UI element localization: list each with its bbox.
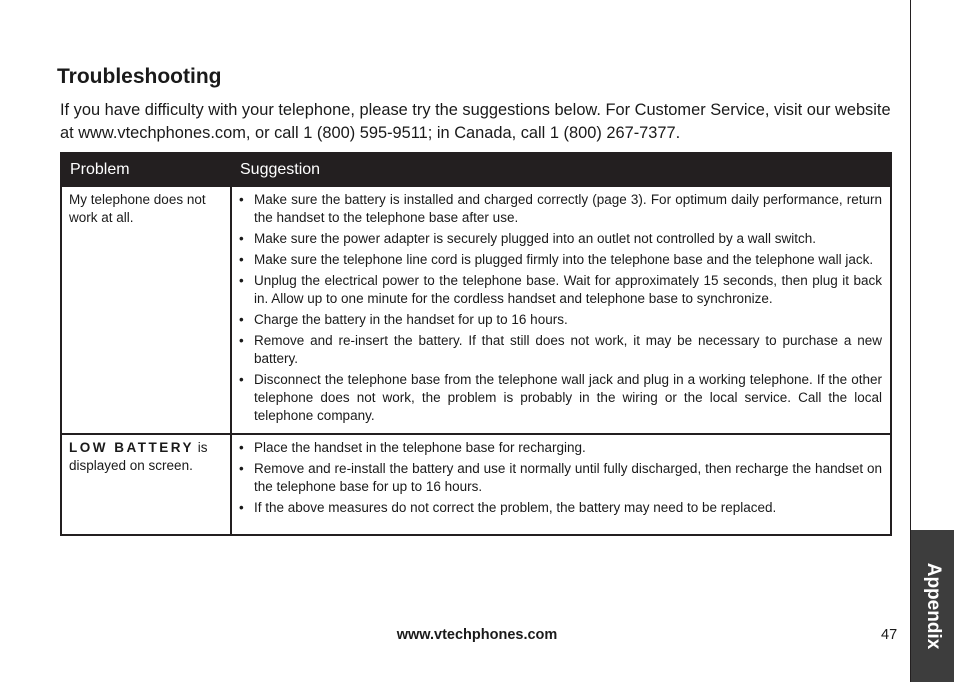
bullet-icon: • bbox=[239, 461, 244, 476]
list-item bbox=[238, 332, 882, 368]
suggestion-text: Disconnect the telephone base from the telephone wall jack and plug in a working telephone. If the other telephone does not work, the problem is probably in the wiring or the local service. Call the local telephone company. bbox=[254, 372, 882, 423]
problem-column-header: Problem bbox=[61, 153, 231, 186]
list-item bbox=[238, 230, 882, 248]
list-item bbox=[238, 439, 882, 457]
suggestion-text: Place the handset in the telephone base for recharging. bbox=[254, 440, 586, 455]
suggestion-cell bbox=[231, 186, 891, 434]
bullet-icon: • bbox=[239, 333, 244, 348]
page-number: 47 bbox=[881, 627, 898, 643]
table-row bbox=[61, 186, 891, 434]
list-item bbox=[238, 191, 882, 227]
suggestion-text: Remove and re-insert the battery. If that still does not work, it may be necessary to purchase a new battery. bbox=[254, 333, 882, 366]
suggestion-text: Make sure the battery is installed and charged correctly (page 3). For optimum daily performance, return the handset to the telephone base after use. bbox=[254, 192, 882, 225]
list-item bbox=[238, 371, 882, 425]
list-item bbox=[238, 311, 882, 329]
suggestion-cell bbox=[231, 434, 891, 535]
table-row bbox=[61, 434, 891, 535]
troubleshooting-table bbox=[60, 152, 892, 536]
bullet-icon: • bbox=[239, 312, 244, 327]
suggestion-text: Charge the battery in the handset for up to 16 hours. bbox=[254, 312, 568, 327]
list-item bbox=[238, 499, 882, 517]
problem-cell bbox=[61, 434, 231, 535]
list-item bbox=[238, 251, 882, 269]
suggestion-text: Make sure the telephone line cord is plugged firmly into the telephone base and the telephone wall jack. bbox=[254, 252, 874, 267]
bullet-icon: • bbox=[239, 252, 244, 267]
list-item bbox=[238, 272, 882, 308]
suggestion-text: Make sure the power adapter is securely plugged into an outlet not controlled by a wall switch. bbox=[254, 231, 817, 246]
bullet-icon: • bbox=[239, 500, 244, 515]
list-item bbox=[238, 460, 882, 496]
bullet-icon: • bbox=[239, 192, 244, 207]
suggestion-text: Remove and re-install the battery and use it normally until fully discharged, then recharge the handset on the telephone base for up to 16 hours. bbox=[254, 461, 882, 494]
suggestion-text: Unplug the electrical power to the telephone base. Wait for approximately 15 seconds, then plug it back in. Allow up to one minute for the cordless handset and telephone base to synchronize. bbox=[254, 273, 882, 306]
bullet-icon: • bbox=[239, 231, 244, 246]
problem-cell: My telephone does not work at all. bbox=[61, 186, 231, 434]
suggestion-list bbox=[238, 191, 882, 425]
suggestion-column-header: Suggestion bbox=[231, 153, 891, 186]
bullet-icon: • bbox=[239, 273, 244, 288]
intro-paragraph: If you have difficulty with your telephone, please try the suggestions below. For Customer Service, visit our website at www.vtechphones.com, or call 1 (800) 595-9511; in Canada, call 1 (800) 267-7377. bbox=[60, 101, 891, 142]
table-header-row bbox=[61, 153, 891, 186]
bullet-icon: • bbox=[239, 440, 244, 455]
suggestion-text: If the above measures do not correct the problem, the battery may need to be replaced. bbox=[254, 500, 777, 515]
bullet-icon: • bbox=[239, 372, 244, 387]
suggestion-list bbox=[238, 439, 882, 517]
appendix-side-tab bbox=[911, 530, 954, 682]
footer-website: www.vtechphones.com bbox=[396, 627, 558, 643]
screen-message-text: LOW BATTERY bbox=[69, 440, 194, 455]
section-title: Troubleshooting bbox=[57, 65, 222, 88]
problem-text: is displayed on screen. bbox=[69, 440, 208, 473]
appendix-tab-label: Appendix bbox=[922, 562, 944, 650]
